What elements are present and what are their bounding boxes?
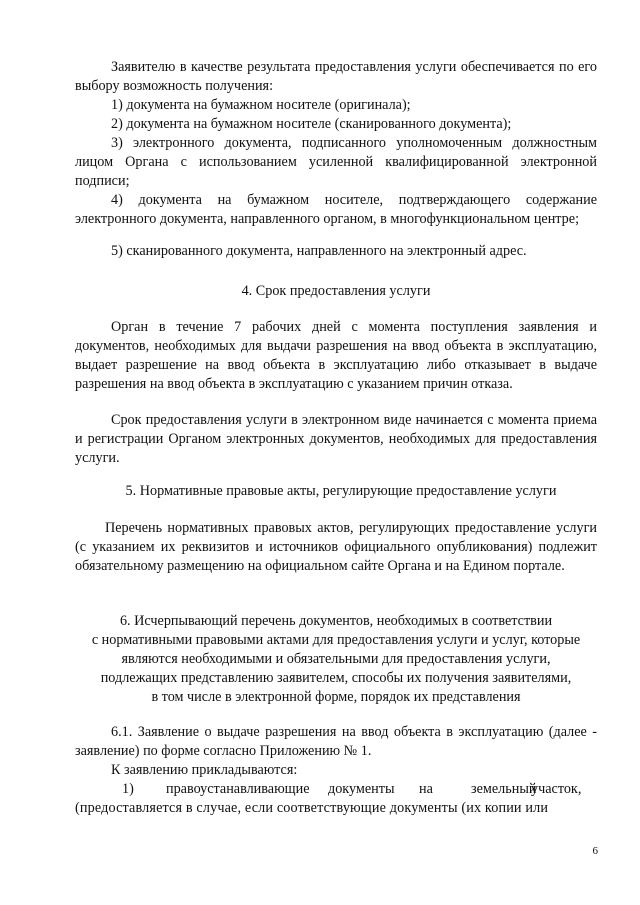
list-item-word: земельный: [471, 781, 537, 797]
section-6-heading-line: являются необходимыми и обязательными для предоставления услуги,: [121, 651, 551, 667]
list-item-continuation: (предоставляется в случае, если соответствующие документы (их копии или: [75, 800, 549, 816]
section-5-heading: 5. Нормативные правовые акты, регулирующие предоставление услуги: [125, 483, 557, 499]
option-5: 5) сканированного документа, направленного на электронный адрес.: [111, 243, 527, 259]
option-4: 4) документа на бумажном носителе, подтверждающего содержание электронного документа, направленного органом, в многофункциональном центре;: [75, 192, 597, 227]
list-item-word: документы: [328, 781, 395, 797]
section-6-heading-line: с нормативными правовыми актами для предоставления услуги и услуг, которые: [91, 632, 581, 648]
page-number: 6: [592, 845, 598, 857]
section-6-heading-line: 6. Исчерпывающий перечень документов, необходимых в соответствии: [119, 613, 553, 629]
list-item-word: участок,: [531, 781, 582, 797]
section-6-heading-line: подлежащих представлению заявителем, способы их получения заявителями,: [100, 670, 572, 686]
list-item-word: правоустанавливающие: [166, 781, 310, 797]
section-6-paragraph-2: К заявлению прикладываются:: [111, 762, 298, 778]
option-1: 1) документа на бумажном носителе (оригинала);: [111, 97, 411, 113]
section-5-paragraph-1: Перечень нормативных правовых актов, регулирующих предоставление услуги (с указанием их реквизитов и источников официального опубликования) подлежит обязательному размещению на официальном сайте Органа и на Едином портале.: [75, 520, 597, 574]
section-4-heading: 4. Срок предоставления услуги: [241, 283, 431, 299]
option-2: 2) документа на бумажном носителе (сканированного документа);: [111, 116, 512, 132]
option-3: 3) электронного документа, подписанного уполномоченным должностным лицом Органа с использованием усиленной квалифицированной электронной подписи;: [75, 135, 597, 189]
list-item-word: на: [419, 781, 433, 797]
intro-paragraph: Заявителю в качестве результата предоставления услуги обеспечивается по его выбору возможность получения:: [75, 59, 597, 94]
list-item-number: 1): [122, 781, 134, 797]
section-6-paragraph-1: 6.1. Заявление о выдаче разрешения на ввод объекта в эксплуатацию (далее - заявление) по форме согласно Приложению № 1.: [75, 724, 597, 759]
section-4-paragraph-1: Орган в течение 7 рабочих дней с момента поступления заявления и документов, необходимых для выдачи разрешения на ввод объекта в эксплуатацию, выдает разрешение на ввод объекта в эксплуатацию либо отказывает в выдаче разрешения на ввод объекта в эксплуатацию с указанием причин отказа.: [75, 319, 597, 392]
section-4-paragraph-2: Срок предоставления услуги в электронном виде начинается с момента приема и регистрации Органом электронных документов, необходимых для предоставления услуги.: [75, 412, 597, 466]
section-6-heading-line: в том числе в электронной форме, порядок их представления: [151, 689, 521, 705]
